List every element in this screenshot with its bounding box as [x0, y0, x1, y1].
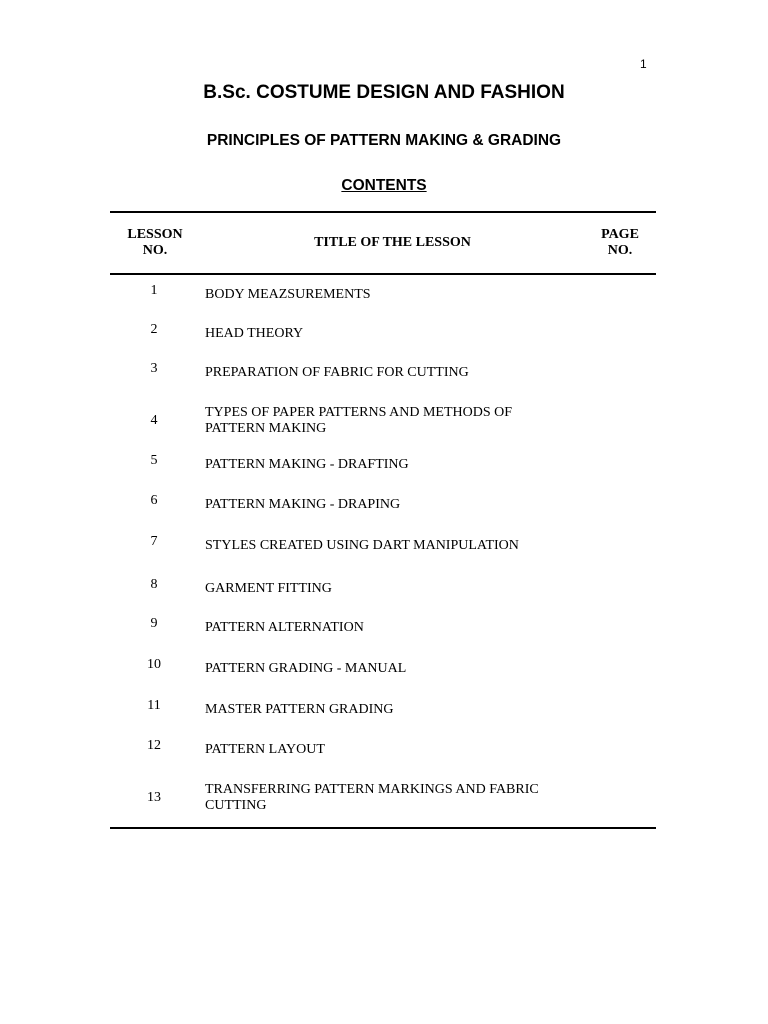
- page-no-header-line2: NO.: [607, 243, 633, 258]
- lesson-title-header: TITLE OF THE LESSON: [314, 235, 471, 250]
- lesson-no-header-line1: LESSON: [127, 227, 183, 242]
- lesson-title-line: PREPARATION OF FABRIC FOR CUTTING: [205, 365, 469, 380]
- lesson-title-line: STYLES CREATED USING DART MANIPULATION: [205, 538, 519, 553]
- lesson-number: 9: [150, 616, 158, 631]
- lesson-title: [205, 326, 565, 342]
- lesson-title-line: CUTTING: [205, 798, 267, 813]
- lesson-title-line: TRANSFERRING PATTERN MARKINGS AND FABRIC: [205, 782, 539, 797]
- lesson-number: 1: [150, 283, 158, 298]
- lesson-title-line: TYPES OF PAPER PATTERNS AND METHODS OF: [205, 405, 513, 420]
- lesson-title: [205, 661, 565, 677]
- lesson-title: [205, 702, 565, 718]
- lesson-number: 4: [150, 413, 158, 428]
- lesson-title-line: PATTERN MAKING: [205, 421, 327, 436]
- lesson-number: 8: [150, 577, 158, 592]
- lesson-title: [205, 287, 565, 303]
- lesson-title-line: HEAD THEORY: [205, 326, 304, 341]
- lesson-number: 5: [150, 453, 158, 468]
- lesson-title-line: PATTERN LAYOUT: [205, 742, 325, 757]
- lesson-title: [205, 581, 565, 597]
- lesson-title: [205, 365, 565, 381]
- lesson-title: [205, 497, 565, 513]
- lesson-number: 13: [147, 790, 161, 805]
- lesson-no-header: [112, 227, 198, 259]
- lesson-number: 6: [150, 493, 158, 508]
- lesson-number: 3: [150, 361, 158, 376]
- lesson-title-line: BODY MEAZSUREMENTS: [205, 287, 371, 302]
- table-top-rule: [110, 211, 656, 213]
- course-subtitle: PRINCIPLES OF PATTERN MAKING & GRADING: [206, 132, 562, 149]
- lesson-title-line: PATTERN MAKING - DRAPING: [205, 497, 401, 512]
- table-bottom-rule: [110, 827, 656, 829]
- lesson-number: 10: [147, 657, 161, 672]
- lesson-title: [205, 538, 565, 554]
- document-title: B.Sc. COSTUME DESIGN AND FASHION: [203, 82, 565, 103]
- lesson-number: 2: [150, 322, 158, 337]
- page-no-header-line1: PAGE: [601, 227, 639, 242]
- lesson-no-header-line2: NO.: [142, 243, 168, 258]
- lesson-title: [205, 620, 565, 636]
- lesson-title-line: PATTERN GRADING - MANUAL: [205, 661, 407, 676]
- lesson-number: 11: [147, 698, 161, 713]
- lesson-title: [205, 457, 565, 473]
- lesson-title-line: PATTERN MAKING - DRAFTING: [205, 457, 409, 472]
- page-no-header: [580, 227, 660, 259]
- lesson-title: [205, 782, 565, 814]
- contents-table: [110, 211, 656, 831]
- contents-heading: CONTENTS: [341, 177, 427, 194]
- lesson-title-line: MASTER PATTERN GRADING: [205, 702, 394, 717]
- page-number: 1: [640, 57, 647, 71]
- lesson-title-line: GARMENT FITTING: [205, 581, 332, 596]
- table-header-rule: [110, 273, 656, 275]
- lesson-title: [205, 742, 565, 758]
- lesson-title: [205, 405, 565, 437]
- lesson-number: 7: [150, 534, 158, 549]
- lesson-title-line: PATTERN ALTERNATION: [205, 620, 364, 635]
- lesson-number: 12: [147, 738, 161, 753]
